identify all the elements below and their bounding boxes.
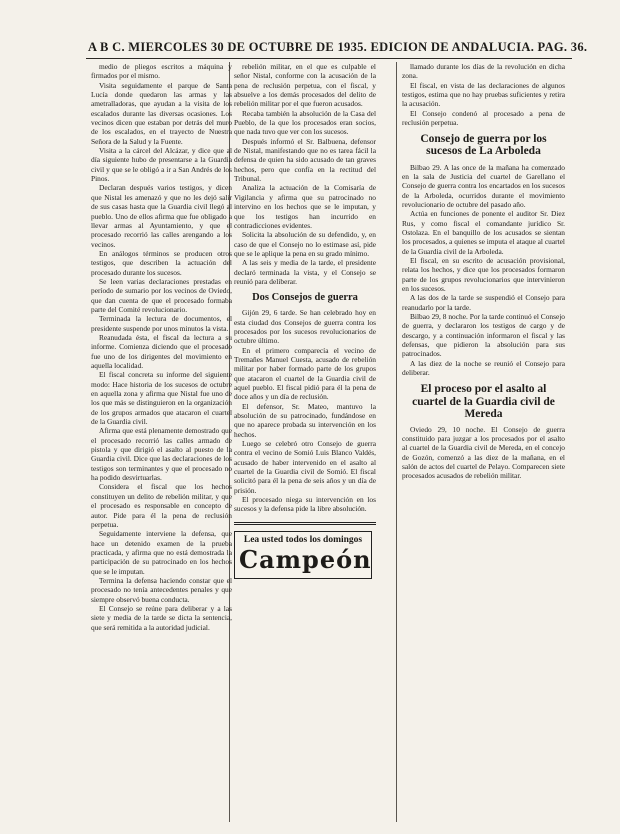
paragraph: El fiscal concreta su informe del siguiente modo: Hace historia de los sucesos de octubre en aquella zona y afirma que Nistal fue uno de los que más se distinguieron en la organización de los grupos armados que atacaron el cuartel de la Guardia civil. xyxy=(91,370,232,427)
paragraph: Recaba también la absolución de la Casa del Pueblo, de la que los procesados eran socios, que nada tuvo que ver con los sucesos. xyxy=(234,108,376,137)
paragraph: medio de pliegos escritos a máquina y firmados por el mismo. xyxy=(91,62,232,81)
paragraph: Solicita la absolución de su defendido, y, en caso de que el Consejo no lo estimase así, pide que se le aplique la pena en su grado mínimo. xyxy=(234,230,376,258)
paragraph: A las seis y media de la tarde, el presidente declaró terminada la vista, y el Consejo se reunió para deliberar. xyxy=(234,258,376,286)
paragraph: rebelión militar, en el que es culpable el señor Nistal, conforme con la acusación de la pena de reclusión perpetua, con el fiscal, y absuelve a los demás procesados del delito de rebelión militar por el que fueron acusados. xyxy=(234,62,376,109)
paragraph: Oviedo 29, 10 noche. El Consejo de guerra constituido para juzgar a los procesados por el asalto al cuartel de la Guardia civil de Mereda, en el concejo de Gozón, comenzó a las diez de la mañana, en el salón de actos del cuartel de Pelayo. Comparecen siete procesados acusados de rebelión militar. xyxy=(402,424,565,481)
paragraph: Se leen varias declaraciones prestadas en período de sumario por los vecinos de Oviedo, que dan cuenta de que el procesado formaba parte del Comité revolucionario. xyxy=(91,276,232,314)
paragraph: Analiza la actuación de la Comisaría de Vigilancia y afirma que su patrocinado no intervino en los hechos que se le imputan, y que los testigos han incurrido en contradicciones evidentes. xyxy=(234,183,376,230)
ad-rule xyxy=(234,522,376,525)
paragraph: En análogos términos se producen otros testigos, que describen la actuación del procesado durante los sucesos. xyxy=(91,248,232,277)
paragraph: El fiscal, en vista de las declaraciones de algunos testigos, estima que no hay pruebas suficientes y retira la acusación. xyxy=(402,80,565,109)
paragraph: El defensor, Sr. Mateo, mantuvo la absolución de su patrocinado, fundándose en que no aparece probada su intervención en los hechos. xyxy=(234,401,376,439)
paragraph: El Consejo condenó al procesado a pena de reclusión perpetua. xyxy=(402,108,565,128)
paragraph: Visita seguidamente el parque de Santa Lucía donde quedaron las armas y las ametralladoras, que ayudan a la visita de los escalados durante las diversas ocasiones. Los vecinos dicen que estaban por detrás del muro de los escalados, en el trayecto de Nuestra Señora de la Salud y la Fuente. xyxy=(91,80,232,146)
paragraph: A las diez de la noche se reunió el Consejo para deliberar. xyxy=(402,358,565,378)
article-heading: Consejo de guerra por los sucesos de La Arboleda xyxy=(420,133,547,158)
paragraph: El Consejo se reúne para deliberar y a las siete y media de la tarde se dicta la sentencia, que será remitida a la autoridad judicial. xyxy=(91,603,232,632)
paragraph: llamado durante los días de la revolución en dicha zona. xyxy=(402,62,565,81)
paragraph: En el primero comparecía el vecino de Tremañes Manuel Cuesta, acusado de rebelión militar por haber formado parte de los grupos que atacaron el cuartel de la Guardia civil de aquel pueblo. El fiscal pidió para él la pena de doce años y un día de reclusión. xyxy=(234,345,376,402)
column-2 xyxy=(234,62,376,822)
article-heading: Dos Consejos de guerra xyxy=(252,292,358,304)
column-divider xyxy=(396,62,397,822)
column-3 xyxy=(402,62,565,822)
paragraph: Reanudada ésta, el fiscal da lectura a su informe. Comienza diciendo que el procesado fue uno de los dirigentes del movimiento en aquella localidad. xyxy=(91,332,232,370)
paragraph: Terminada la lectura de documentos, el presidente suspende por unos minutos la vista. xyxy=(91,314,232,333)
paragraph: Bilbao 29, 8 noche. Por la tarde continuó el Consejo de guerra, y declararon los testigos de cargo y de descargo, y a continuación informaron el fiscal y las defensas, que pidieron la absolución para sus patrocinados. xyxy=(402,312,565,359)
paragraph: Declaran después varios testigos, y dicen que Nistal les amenazó y que no les dejó salir de sus casas hasta que la Guardia civil llegó al pueblo. Uno de ellos afirma que fue obligado a llevar armas al Ayuntamiento, y que el procesado recorrió las calles arengando a los vecinos. xyxy=(91,183,232,249)
paragraph: A las dos de la tarde se suspendió el Consejo para reanudarlo por la tarde. xyxy=(402,293,565,312)
paragraph: Afirma que está plenamente demostrado que el procesado recorrió las calles armado de pistola y que dirigió el asalto al puesto de la Guardia civil. Dice que las declaraciones de los testigos son terminantes y que el procesado no ha podido desvirtuarlas. xyxy=(91,426,232,483)
paragraph: Visita a la cárcel del Alcázar, y dice que al día siguiente hubo de presentarse a la Guardia civil y que se le obligó a ir a San Andrés de los Pinos. xyxy=(91,146,232,184)
ad-brand: Campeón xyxy=(239,545,372,575)
paragraph: Actúa en funciones de ponente el auditor Sr. Diez Rus, y como fiscal el comandante jurídico Sr. Ostolaza. En el banquillo de los acusados se sientan los procesados, a quienes se imputa el ataque al cuartel de la Guardia civil de la Arboleda. xyxy=(402,209,565,256)
ad-tagline: Lea usted todos los domingos xyxy=(243,534,363,545)
paragraph: Bilbao 29. A las once de la mañana ha comenzado en la sala de Justicia del cuartel de Garellano el Consejo de guerra contra los encartados en los sucesos de la Arboleda, ocurridos durante el movimiento revolucionario de octubre del pasado año. xyxy=(402,162,565,209)
paragraph: Seguidamente interviene la defensa, que hace un detenido examen de la prueba practicada, y afirma que no está demostrada la participación de su patrocinado en los hechos que se le imputan. xyxy=(91,529,232,576)
paragraph: Termina la defensa haciendo constar que el procesado no tenía antecedentes penales y que siempre observó buena conducta. xyxy=(91,575,232,604)
paragraph: Gijón 29, 6 tarde. Se han celebrado hoy en esta ciudad dos Consejos de guerra contra los procesados por los sucesos revolucionarios de octubre último. xyxy=(234,308,376,346)
paragraph: Después informó el Sr. Balbuena, defensor de Nistal, manifestando que no es tarea fácil la defensa de quien ha sido acusado de tan graves hechos, pero que confía en la rectitud del Tribunal. xyxy=(234,136,376,184)
article-heading: El proceso por el asalto al cuartel de la Guardia civil de Mereda xyxy=(412,383,555,420)
paragraph: Considera el fiscal que los hechos constituyen un delito de rebelión militar, y que el procesado es responsable en concepto de autor. Pide para él la pena de reclusión perpetua. xyxy=(91,482,232,529)
paragraph: Luego se celebró otro Consejo de guerra contra el vecino de Somió Luis Blanco Valdés, acusado de haber intervenido en el asalto al cuartel de la Guardia civil de Somió. El fiscal solicitó para él la pena de seis años y un día de prisión. xyxy=(234,439,376,495)
paragraph: El procesado niega su intervención en los sucesos y la defensa pide la libre absolución. xyxy=(234,495,376,514)
paragraph: El fiscal, en su escrito de acusación provisional, relata los hechos, y dice que los procesados formaron parte de los grupos revolucionarios que intervinieron en los sucesos. xyxy=(402,255,565,293)
column-1 xyxy=(91,62,232,822)
advertisement xyxy=(234,531,372,579)
masthead: A B C. MIERCOLES 30 DE OCTUBRE DE 1935. EDICION DE ANDALUCIA. PAG. 36. xyxy=(88,40,588,54)
masthead-rule xyxy=(86,58,572,59)
